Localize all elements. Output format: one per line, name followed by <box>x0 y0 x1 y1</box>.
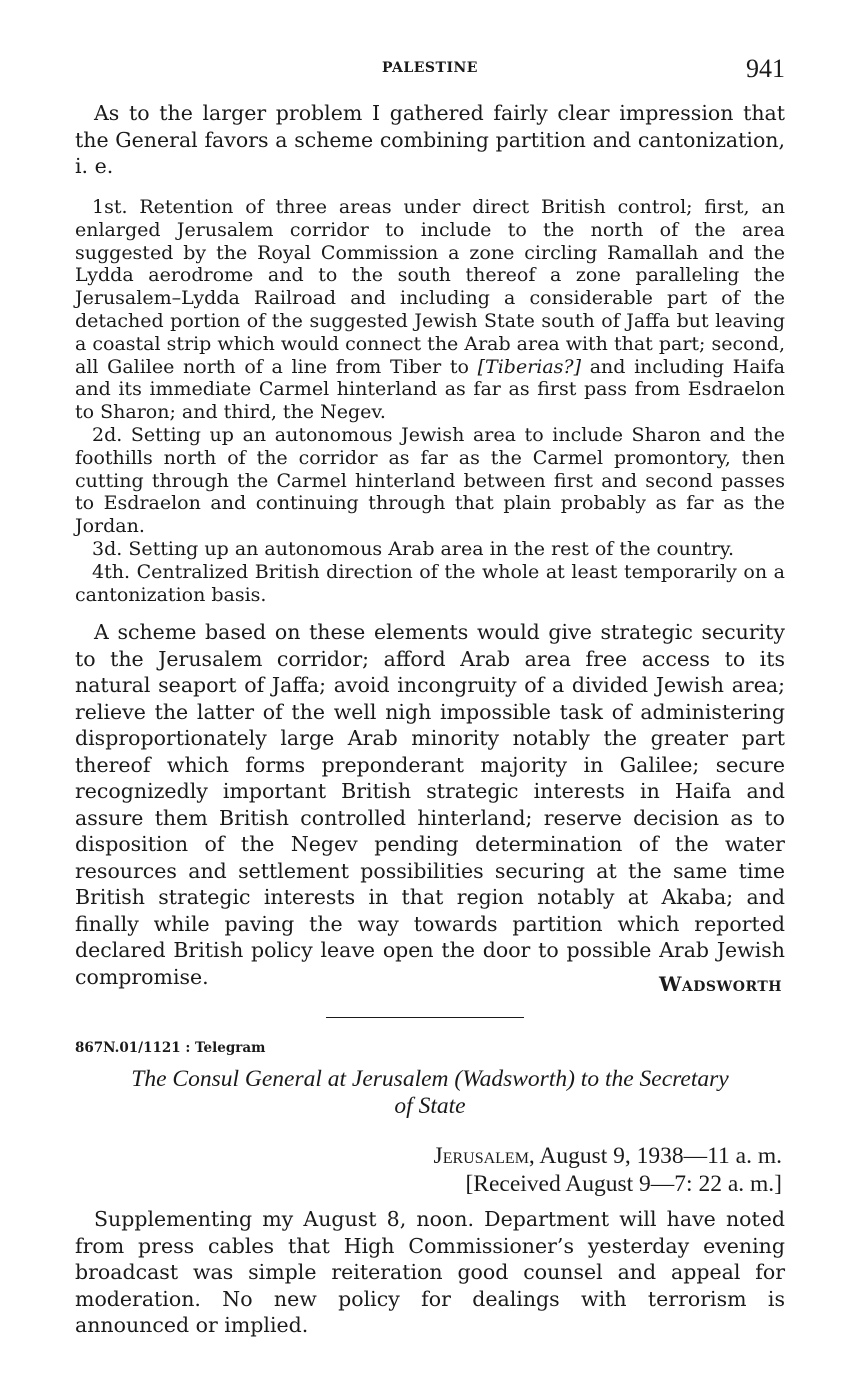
dateline <box>434 1142 782 1198</box>
page-number: 941 <box>746 54 785 83</box>
running-head <box>75 56 785 86</box>
editorial-note: [Tiberias?] <box>477 355 582 378</box>
point-1-text-continued: and including Haifa and its immediate Carmel hinterland as far as first pass from Esdraelon to Sharon; and third, the Negev. <box>75 355 785 424</box>
conclusion-paragraph: A scheme based on these elements would give strategic security to the Jerusalem corridor; afford Arab area free access to its natural seaport of Jaffa; avoid incongruity of a divided Jewish area; relieve the latter of the well nigh impossible task of administering disproportionately large Arab minority notably the greater part thereof which forms preponderant majority in Galilee; secure recognizedly important British strategic interests in Haifa and assure them British controlled hinterland; reserve decision as to disposition of the Negev pending determination of the water resources and settlement possibilities securing at the same time British strategic interests in that region notably at Akaba; and finally while paving the way towards partition which reported declared British policy leave open the door to possible Arab Jewish compromise. <box>75 620 785 989</box>
running-title: PALESTINE <box>382 60 478 76</box>
list-item <box>75 196 785 424</box>
signature: Wadsworth <box>658 972 782 996</box>
date-time: August 9, 1938—11 a. m. <box>539 1143 782 1169</box>
telegram-body: Supplementing my August 8, noon. Department will have noted from press cables that High Commissioner’s yesterday evening broadcast was simple reiteration good counsel and appeal for moderation. No new policy for dealings with terrorism is announced or implied. <box>75 1207 785 1337</box>
scheme-points-list <box>75 196 785 606</box>
place-name: Jerusalem, <box>433 1143 535 1169</box>
list-item: 2d. Setting up an autonomous Jewish area to include Sharon and the foothills north of the corridor as far as the Carmel promontory, then cutting through the Carmel hinterland between first and second passes to Esdraelon and continuing through that plain probably as far as the Jordan. <box>75 423 785 538</box>
intro-paragraph: As to the larger problem I gathered fairly clear impression that the General favors a scheme combining partition and cantonization, i. e. <box>75 101 785 178</box>
list-item: 3d. Setting up an autonomous Arab area in the rest of the country. <box>92 537 735 560</box>
point-1-text: 1st. Retention of three areas under direct British control; first, an enlarged Jerusalem corridor to include to the north of the area suggested by the Royal Commission a zone circling Ramallah and the Lydda aerodrome and to the south thereof a zone paralleling the Jerusalem–Lydda Railroad and including a considerable part of the detached portion of the suggested Jewish State south of Jaffa but leaving a coastal strip which would connect the Arab area with that part; second, all Galilee north of a line from Tiber to <box>75 196 785 378</box>
document-heading <box>75 1066 785 1120</box>
file-reference: 867N.01/1121 : Telegram <box>75 1040 266 1056</box>
received-line: [Received August 9—7: 22 a. m.] <box>465 1171 782 1197</box>
section-divider <box>326 1017 524 1018</box>
document-heading-line-1: The Consul General at Jerusalem (Wadsworth) to the Secretary <box>131 1066 729 1092</box>
date-line <box>434 1142 782 1170</box>
list-item: 4th. Centralized British direction of the whole at least temporarily on a cantonization basis. <box>75 560 785 606</box>
document-heading-line-2: of State <box>394 1093 466 1119</box>
